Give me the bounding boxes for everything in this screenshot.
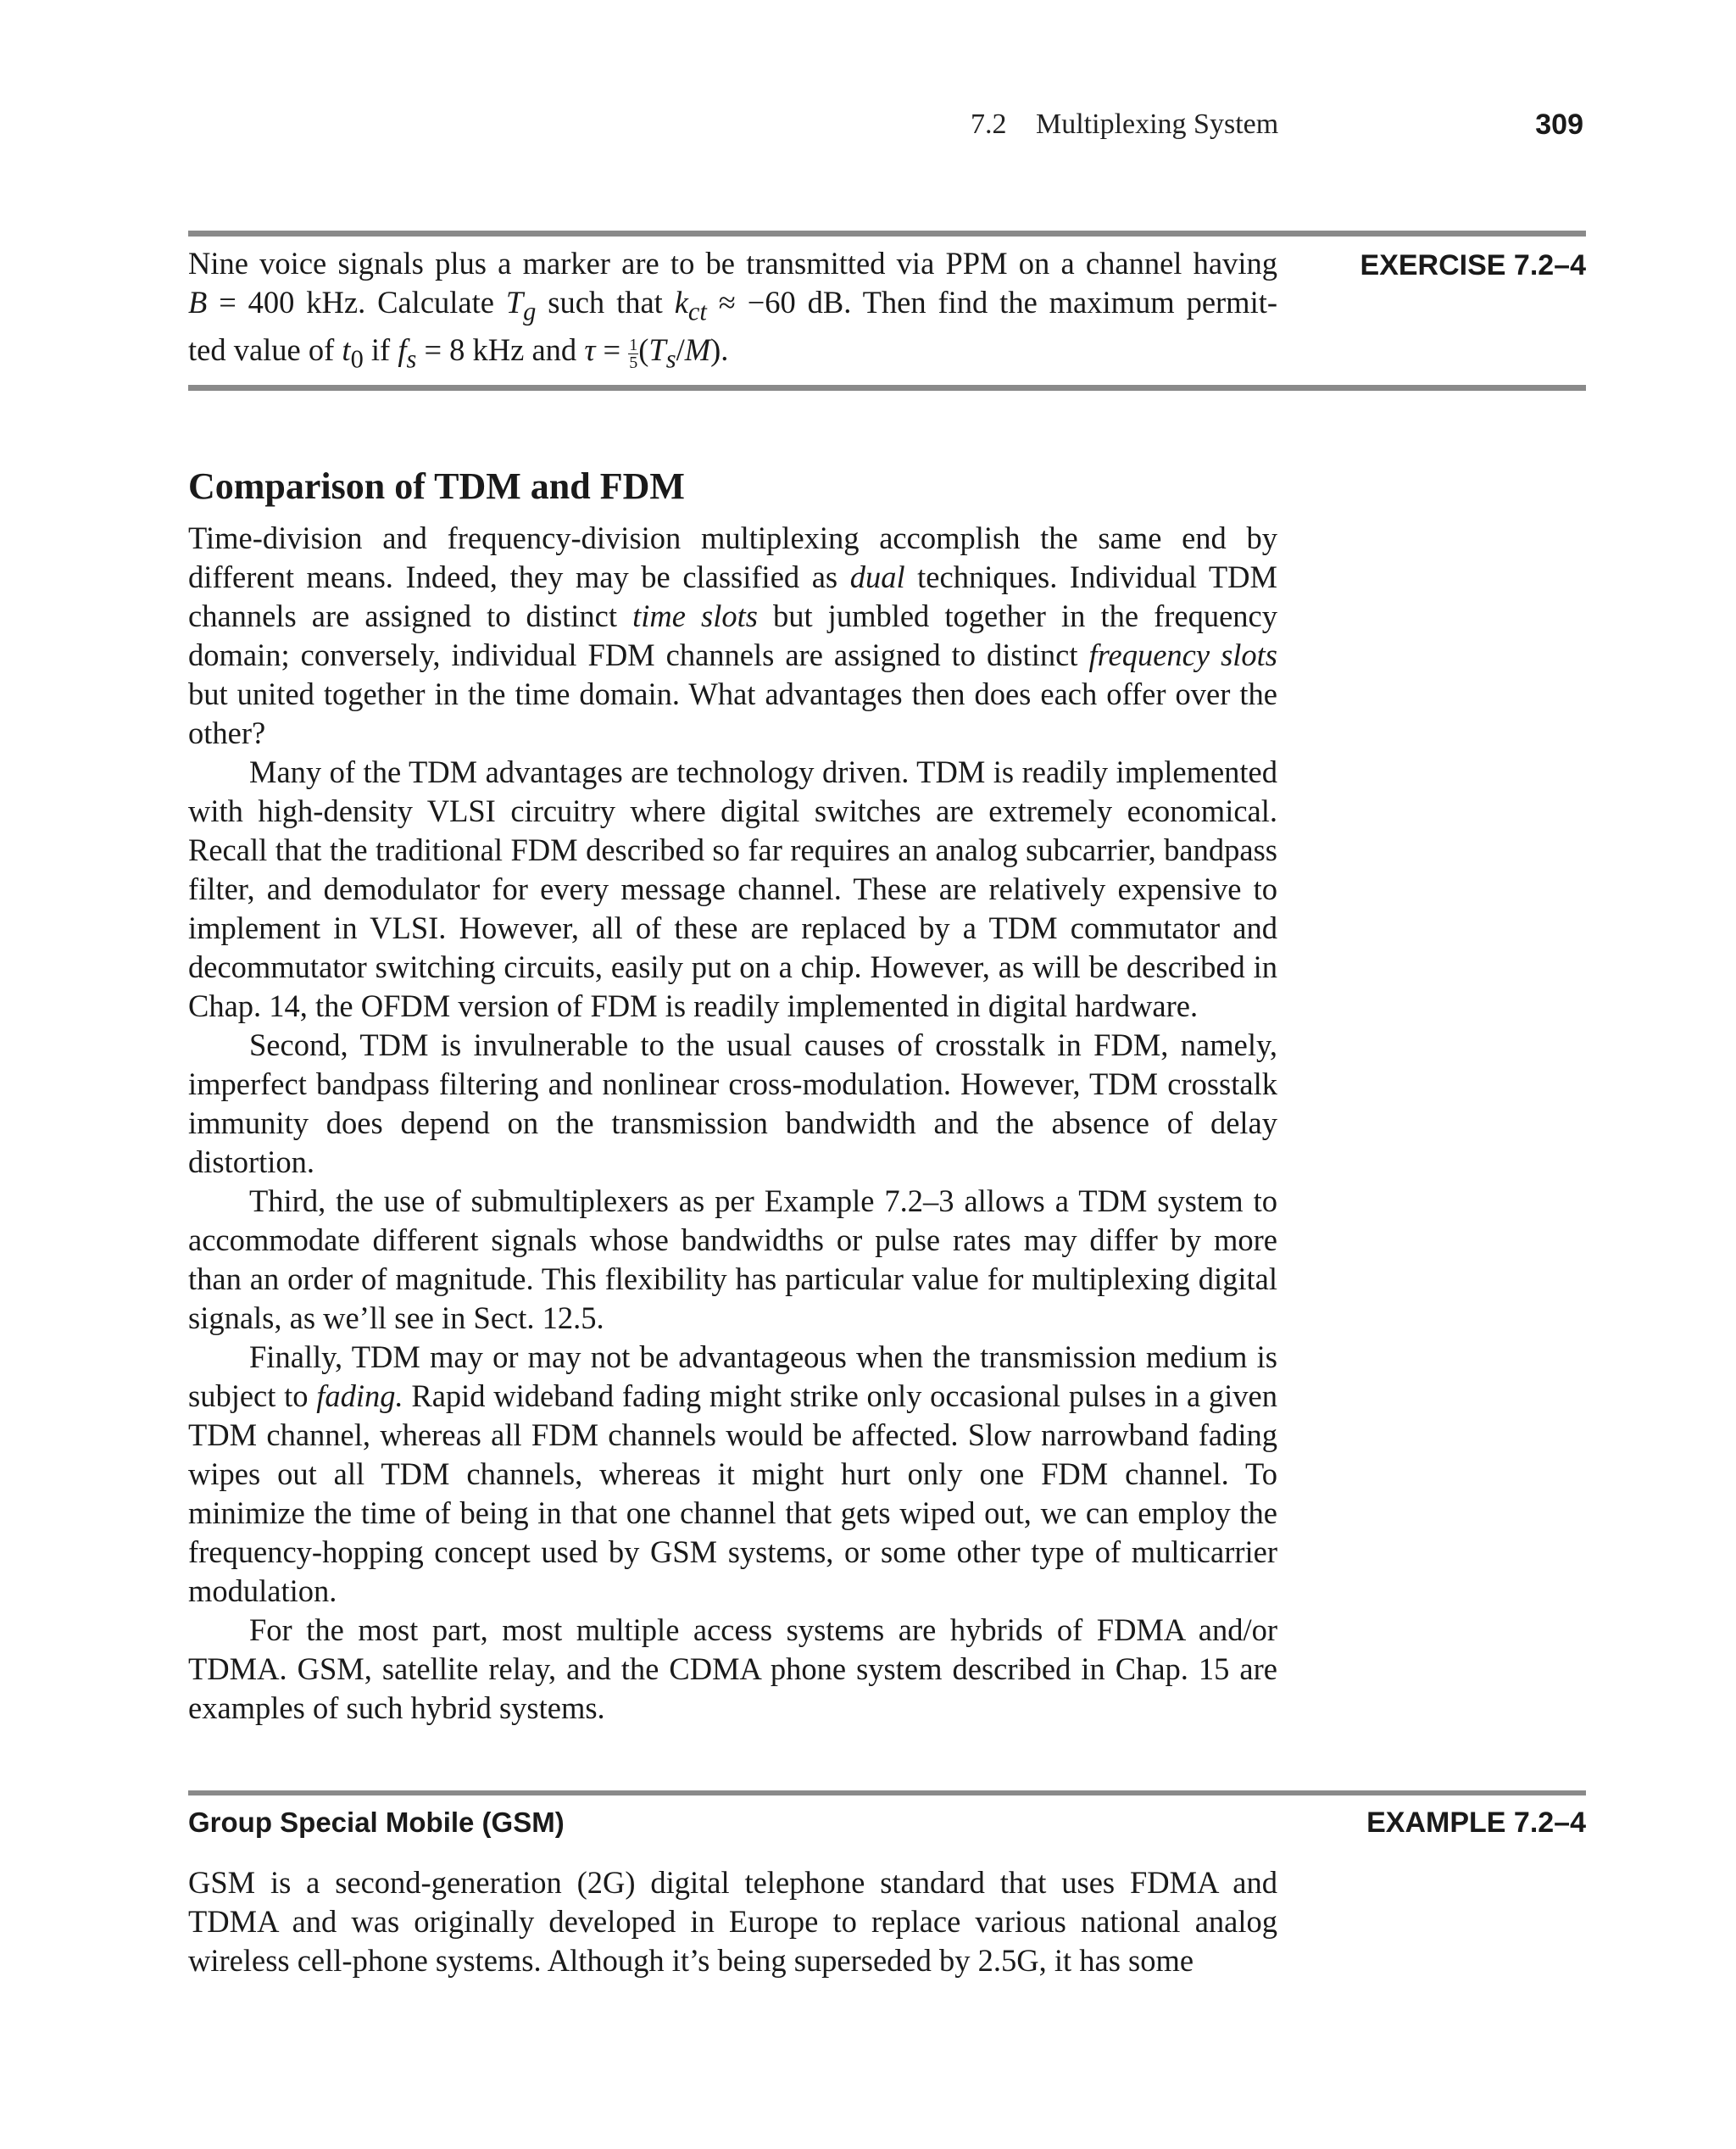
paragraph-3: Second, TDM is invulnerable to the usual causes of crosstalk in FDM, namely, imperfect bandpass filtering and nonlinear cross-modulation. However, TDM crosstalk immunity does depend on the transmission bandwidth and the absence of delay distortion. [188, 1027, 1277, 1179]
exercise-line-3: ted value of $t_0$ if $f_s = 8$ kHz and τ = $\frac{1}{5}$ $(T_s/M)$. [188, 332, 729, 374]
paragraph-6: For the most part, most multiple access systems are hybrids of FDMA and/or TDMA. GSM, satellite relay, and the CDMA phone system described in Chap. 15 are examples of such hybrid systems. [188, 1612, 1277, 1725]
example-label: EXAMPLE 7.2–4 [1366, 1807, 1586, 1839]
example-body [188, 1863, 1277, 1980]
running-header [971, 109, 1278, 141]
exercise-top-rule [188, 231, 1586, 237]
example-top-rule [188, 1790, 1586, 1795]
fraction: $\frac{1}{5}$ [629, 336, 638, 373]
exercise-text [188, 244, 1277, 379]
exercise-line-1: Nine voice signals plus a marker are to be transmitted via PPM on a channel having [188, 246, 1277, 281]
paragraph-1: Time-division and frequency-division multiplexing accomplish the same end by different means. Indeed, they may be classified as dual techniques. Individual TDM channels are assigned to distinct time slots but jumbled together in the frequency domain; conversely, individual FDM channels are assigned to distinct frequency slots but united together in the time domain. What advantages then does each offer over the other? [188, 521, 1278, 750]
exercise-bottom-rule [188, 385, 1586, 391]
paragraph-2: Many of the TDM advantages are technology driven. TDM is readily implemented with high-density VLSI circuitry where digital switches are extremely economical. Recall that the traditional FDM described so far requires an analog subcarrier, bandpass filter, and demodulator for every message channel. These are relatively expensive to implement in VLSI. However, all of these are replaced by a TDM commutator and decommutator switching circuits, easily put on a chip. However, as will be described in Chap. 14, the OFDM version of FDM is readily implemented in digital hardware. [188, 754, 1277, 1023]
paragraph-5: Finally, TDM may or may not be advantageous when the transmission medium is subject to fading. Rapid wideband fading might strike only occasional pulses in a given TDM channel, whereas all FDM channels would be affected. Slow narrowband fading wipes out all TDM channels, whereas it might hurt only one FDM channel. To minimize the time of being in that one channel that gets wiped out, we can employ the frequency-hopping concept used by GSM systems, or some other type of multicarrier modulation. [188, 1339, 1277, 1608]
section-title: Multiplexing System [1036, 109, 1279, 140]
example-title: Group Special Mobile (GSM) [188, 1807, 565, 1838]
main-body [188, 519, 1277, 1728]
example-paragraph: GSM is a second-generation (2G) digital telephone standard that uses FDMA and TDMA and was originally developed in Europe to replace various national analog wireless cell-phone systems. Although it’s being superseded by 2.5G, it has some [188, 1865, 1277, 1978]
exercise-line-2: B = 400 kHz. Calculate $T_g$ such that $k_{ct} \approx -60$ dB. Then find the maximum permit- [188, 285, 1278, 326]
page-number: 309 [1535, 109, 1583, 141]
exercise-label: EXERCISE 7.2–4 [1360, 249, 1586, 281]
section-number: 7.2 [971, 109, 1007, 140]
paragraph-4: Third, the use of submultiplexers as per Example 7.2–3 allows a TDM system to accommodate different signals whose bandwidths or pulse rates may differ by more than an order of magnitude. This flexibility has particular value for multiplexing digital signals, as we’ll see in Sect. 12.5. [188, 1183, 1277, 1335]
section-heading: Comparison of TDM and FDM [188, 465, 685, 507]
